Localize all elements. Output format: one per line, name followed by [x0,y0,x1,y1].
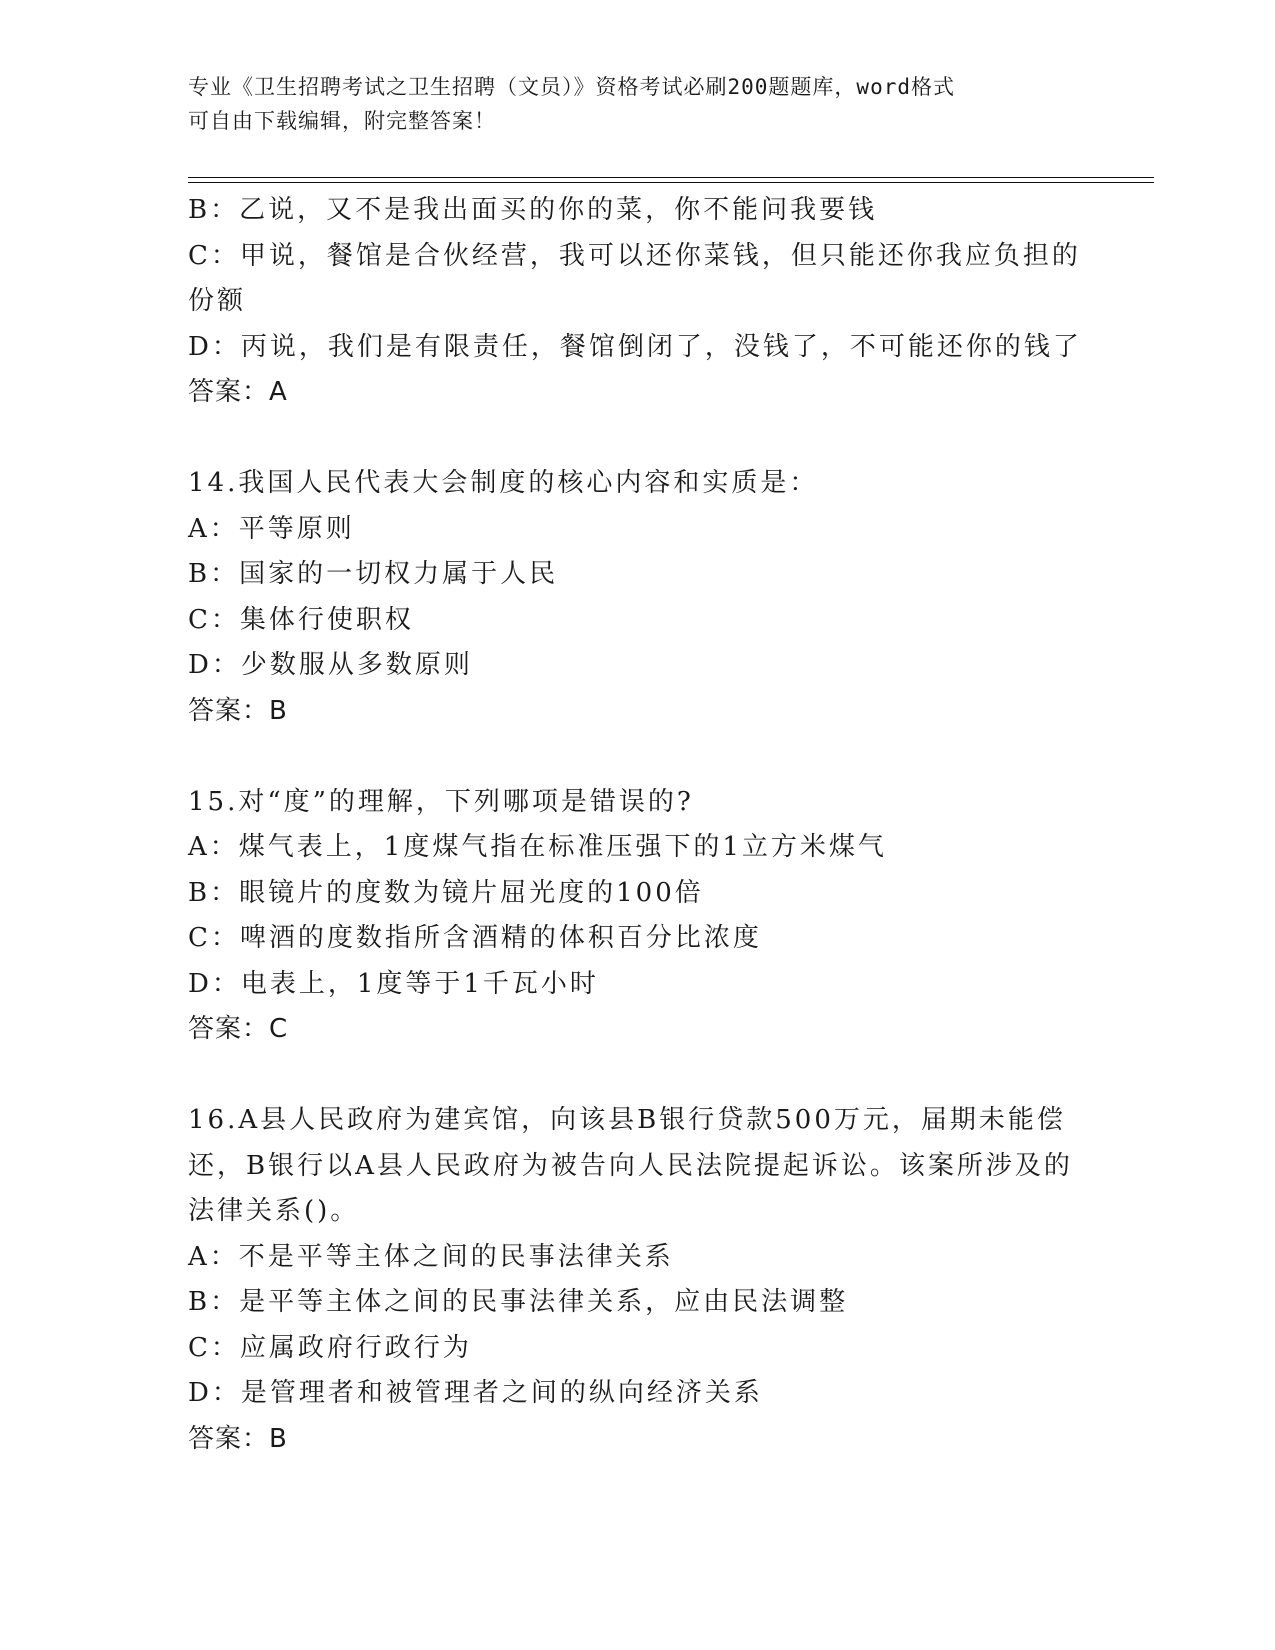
option-b: B：乙说，又不是我出面买的你的菜，你不能问我要钱 [188,195,878,225]
option-d: D：是管理者和被管理者之间的纵向经济关系 [188,1378,763,1408]
option-d: D：电表上，1度等于1千瓦小时 [188,968,599,999]
spacer [188,1053,1088,1099]
question-14 [188,461,1088,734]
answer-line: 答案：B [188,1423,288,1454]
document-body [188,188,1088,1462]
option-c: C：啤酒的度数指所含酒精的体积百分比浓度 [188,923,762,953]
option-c-continued: 份额 [188,286,247,316]
question-stem-line-1: 16.A县人民政府为建宾馆，向该县B银行贷款500万元，届期未能偿 [188,1105,1066,1135]
spacer [188,416,1088,462]
option-c: C：应属政府行政行为 [188,1332,472,1363]
answer-line: 答案：A [188,377,288,407]
question-stem-line-3: 法律关系()。 [188,1196,360,1226]
option-b: B：国家的一切权力属于人民 [188,559,559,589]
question-16 [188,1098,1088,1462]
option-d: D：少数服从多数原则 [188,650,473,680]
header-divider-bottom [188,182,1154,183]
header-line-2: 可自由下载编辑，附完整答案！ [188,109,496,133]
answer-line: 答案：C [188,1014,289,1044]
option-b: B：眼镜片的度数为镜片屈光度的100倍 [188,877,704,908]
question-stem: 15.对“度”的理解，下列哪项是错误的? [188,786,694,817]
option-a: A：平等原则 [188,513,355,544]
option-c: C：集体行使职权 [188,604,414,635]
question-15 [188,780,1088,1053]
header-line-1: 专业《卫生招聘考试之卫生招聘（文员）》资格考试必刷200题题库，word格式 [188,75,955,99]
option-a: A：不是平等主体之间的民事法律关系 [188,1241,674,1272]
document-header [188,70,1088,138]
answer-line: 答案：B [188,695,288,726]
option-b: B：是平等主体之间的民事法律关系，应由民法调整 [188,1287,849,1317]
option-a: A：煤气表上，1度煤气指在标准压强下的1立方米煤气 [188,832,887,862]
option-d: D：丙说，我们是有限责任，餐馆倒闭了，没钱了，不可能还你的钱了 [188,331,1082,362]
question-13-continued [188,188,1088,416]
question-stem: 14.我国人民代表大会制度的核心内容和实质是： [188,468,819,498]
question-stem-line-2: 还，B银行以A县人民政府为被告向人民法院提起诉讼。该案所涉及的 [188,1150,1073,1181]
spacer [188,734,1088,780]
option-c: C：甲说，餐馆是合伙经营，我可以还你菜钱，但只能还你我应负担的 [188,240,1081,271]
header-divider-top [188,177,1154,178]
